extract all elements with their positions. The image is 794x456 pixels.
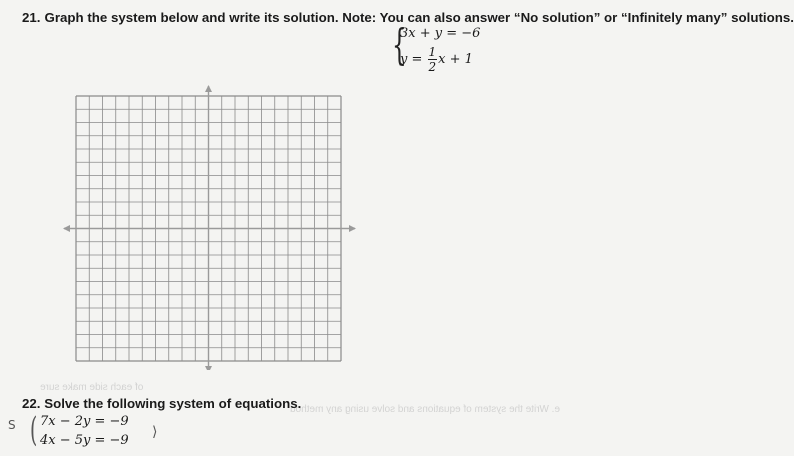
question-22-text: Solve the following system of equations.	[44, 396, 302, 411]
one-half-fraction	[428, 46, 438, 73]
question-22-equation-2: 4x − 5y = −9	[40, 433, 129, 448]
y-axis-arrow-up-icon	[205, 85, 212, 92]
question-22-number: 22.	[22, 396, 41, 411]
x-axis-arrow-right-icon	[349, 225, 356, 232]
fraction-numerator: 1	[428, 45, 437, 59]
equation-2-rhs: x + 1	[438, 52, 473, 67]
question-21-number: 21.	[22, 10, 41, 25]
x-axis-arrow-left-icon	[63, 225, 70, 232]
pencil-stroke-mark: ⟩	[152, 424, 158, 440]
system-brace: {	[392, 20, 407, 69]
equation-2-lhs: y =	[400, 52, 427, 67]
y-axis-arrow-down-icon	[205, 366, 212, 370]
question-21-text: Graph the system below and write its solution. Note: You can also answer “No solution” or “Infinitely many” solutions.	[44, 10, 794, 25]
bleed-through-text-1: of each side make sure	[40, 382, 144, 393]
system-brace-22: (	[30, 410, 38, 450]
handwritten-margin-mark: S	[8, 418, 16, 432]
fraction-denominator: 2	[428, 60, 437, 74]
coordinate-grid[interactable]	[60, 84, 356, 370]
question-21-prompt	[22, 10, 794, 25]
question-21-equation-2	[400, 46, 473, 86]
question-21-equation-1: 3x + y = −6	[400, 26, 481, 41]
bleed-through-text-2: e. Write the system of equations and solve using any method	[290, 404, 560, 415]
question-22-prompt	[22, 396, 301, 411]
question-22-equation-1: 7x − 2y = −9	[40, 414, 129, 429]
